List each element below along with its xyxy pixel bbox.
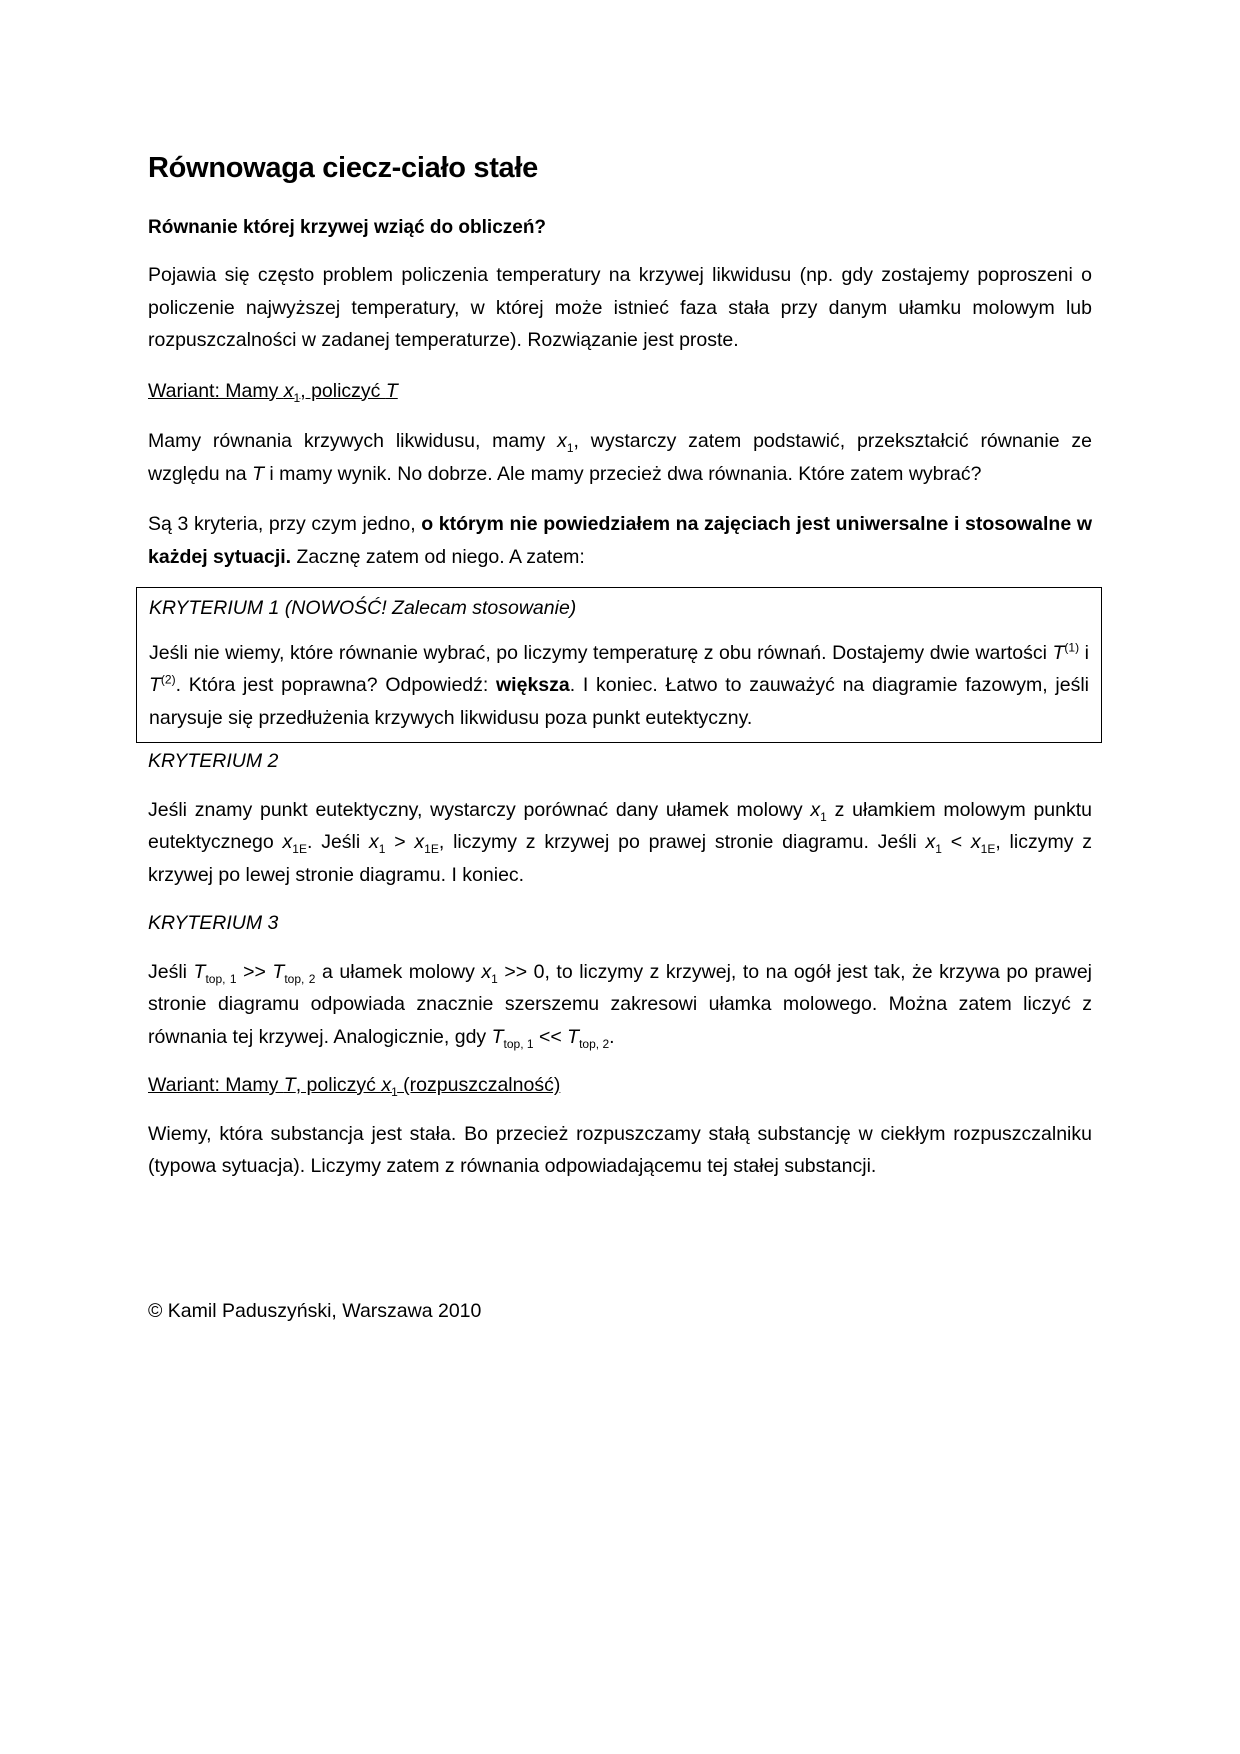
- k1-t1-sup: (1): [1064, 640, 1080, 654]
- criterion2-text: [148, 794, 1092, 892]
- p2-text-b: , wystarczy zatem podstawić, przekształcić równanie ze względu na: [148, 430, 1092, 485]
- k2-xe-sub-2: 1E: [424, 841, 439, 856]
- variant2-x-sub: 1: [391, 1084, 398, 1099]
- k2-text-d: , liczymy z krzywej po prawej stronie diagramu. Jeśli: [438, 831, 926, 853]
- k3-sub2-2: top, 2: [579, 1036, 610, 1051]
- p2-text-c: i mamy wynik. No dobrze. Ale mamy przecież dwa równania. Które zatem wybrać?: [264, 462, 982, 485]
- k3-text-b: a ułamek molowy: [315, 960, 482, 983]
- k3-t-4: T: [567, 1025, 580, 1048]
- p3-text-a: Są 3 kryteria, przy czym jedno,: [148, 513, 422, 535]
- k3-sub2-1: top, 2: [284, 971, 316, 986]
- document-title: Równowaga ciecz-ciało stałe: [148, 152, 538, 184]
- k2-xe-sub-1: 1E: [292, 841, 307, 856]
- criterion1-wrapper: [148, 587, 1092, 733]
- k1-text-c: . I koniec. Łatwo to zauważyć na diagramie fazowym, jeśli narysuje się przedłużenia krzywych likwidusu poza punkt eutektyczny.: [149, 674, 1089, 729]
- k2-x-2: x: [369, 831, 379, 853]
- p2-text-a: Mamy równania krzywych likwidusu, mamy: [148, 430, 558, 452]
- k2-x-sub-2: 1: [378, 841, 386, 856]
- k1-text-a: Jeśli nie wiemy, które równanie wybrać, po liczymy temperaturę z obu równań. Dostajemy dwie wartości: [149, 641, 1053, 664]
- variant2-x: x: [381, 1074, 392, 1096]
- k1-bold: większa: [496, 674, 570, 696]
- k3-t-3: T: [491, 1025, 504, 1048]
- k2-xe-sub-3: 1E: [980, 841, 996, 856]
- k3-sub1-1: top, 1: [205, 971, 237, 986]
- k3-text-a: Jeśli: [148, 960, 194, 983]
- criterion1-text: [149, 637, 1089, 735]
- variant1-t: T: [385, 379, 398, 402]
- k2-xe-3: x: [970, 831, 981, 853]
- k3-text-d: .: [609, 1025, 615, 1048]
- k3-t-1: T: [193, 960, 206, 983]
- k2-x-3: x: [925, 831, 936, 853]
- k3-gg: >>: [236, 960, 273, 983]
- k2-text-c: . Jeśli: [306, 831, 369, 853]
- k2-gt: >: [385, 831, 415, 853]
- k2-lt: <: [941, 831, 971, 853]
- variant2-heading: [148, 1069, 1092, 1102]
- p3-bold: o którym nie powiedziałem na zajęciach jest uniwersalne i stosowalne w każdej sytuacji.: [148, 513, 1092, 568]
- variant2-middle: , policzyć: [295, 1074, 382, 1096]
- variant2-underline: [148, 1074, 561, 1099]
- variant1-x-sub: 1: [293, 390, 301, 405]
- p2-t: T: [252, 462, 264, 485]
- k3-x: x: [481, 960, 492, 983]
- criterion1-box: [136, 587, 1102, 743]
- k2-text-a: Jeśli znamy punkt eutektyczny, wystarczy porównać dany ułamek molowy: [148, 798, 811, 821]
- k3-ll: <<: [533, 1025, 568, 1048]
- k3-sub1-2: top, 1: [503, 1036, 534, 1051]
- section-subtitle: Równanie której krzywej wziąć do obliczeń?: [148, 217, 547, 238]
- k1-and: i: [1079, 641, 1089, 664]
- k2-x-1: x: [810, 798, 821, 821]
- k2-x-sub-3: 1: [935, 841, 942, 856]
- variant1-prefix: Wariant: Mamy: [148, 379, 284, 402]
- criterion1-heading: KRYTERIUM 1 (NOWOŚĆ! Zalecam stosowanie): [149, 597, 577, 619]
- variant1-x: x: [283, 379, 294, 402]
- variant2-prefix: Wariant: Mamy: [148, 1074, 284, 1096]
- document-page: [148, 148, 1092, 1327]
- variant2-suffix: (rozpuszczalność): [397, 1074, 561, 1096]
- k2-x-sub-1: 1: [820, 809, 827, 824]
- k1-text-b: . Która jest poprawna? Odpowiedź:: [175, 674, 497, 696]
- intro-paragraph: Pojawia się często problem policzenia temperatury na krzywej likwidusu (np. gdy zostajemy poproszeni o policzenie najwyższej temperatury, w której może istnieć faza stała przy danym ułamku molowym lub rozpuszczalności w zadanej temperaturze). Rozwiązanie jest proste.: [148, 264, 1092, 351]
- criterion3-text: [148, 956, 1092, 1054]
- variant2-t: T: [283, 1074, 296, 1096]
- paragraph-criteria-intro: [148, 508, 1092, 573]
- k2-text-b: z ułamkiem molowym punktu eutektycznego: [148, 798, 1092, 853]
- variant1-heading: [148, 375, 1092, 408]
- copyright-footer: © Kamil Paduszyński, Warszawa 2010: [148, 1299, 482, 1322]
- k1-t1: T: [1052, 641, 1065, 664]
- k3-x-sub: 1: [491, 971, 498, 986]
- p3-text-b: Zacznę zatem od niego. A zatem:: [291, 545, 585, 568]
- p2-x-sub: 1: [566, 440, 574, 455]
- criterion2-heading: KRYTERIUM 2: [148, 750, 279, 772]
- p2-x: x: [557, 430, 567, 452]
- k2-xe-1: x: [282, 831, 293, 853]
- k3-text-c: >> 0, to liczymy z krzywej, to na ogół jest tak, że krzywa po prawej stronie diagramu odpowiada znacznie szerszemu zakresowi ułamka molowego. Można zatem liczyć z równania tej krzywej. Analogicznie, gdy: [148, 960, 1092, 1048]
- criterion3-heading: KRYTERIUM 3: [148, 912, 279, 934]
- variant1-underline: [148, 379, 398, 405]
- final-paragraph: Wiemy, która substancja jest stała. Bo przecież rozpuszczamy stałą substancję w ciekłym rozpuszczalniku (typowa sytuacja). Liczymy zatem z równania odpowiadającemu tej stałej substancji.: [148, 1122, 1092, 1177]
- paragraph-equations: [148, 425, 1092, 490]
- k2-text-e: , liczymy z krzywej po lewej stronie diagramu. I koniec.: [148, 831, 1092, 886]
- k1-t2: T: [149, 674, 161, 696]
- k3-t-2: T: [272, 960, 285, 983]
- k1-t2-sup: (2): [160, 672, 176, 687]
- k2-xe-2: x: [414, 831, 425, 853]
- variant1-middle: , policzyć: [300, 379, 386, 402]
